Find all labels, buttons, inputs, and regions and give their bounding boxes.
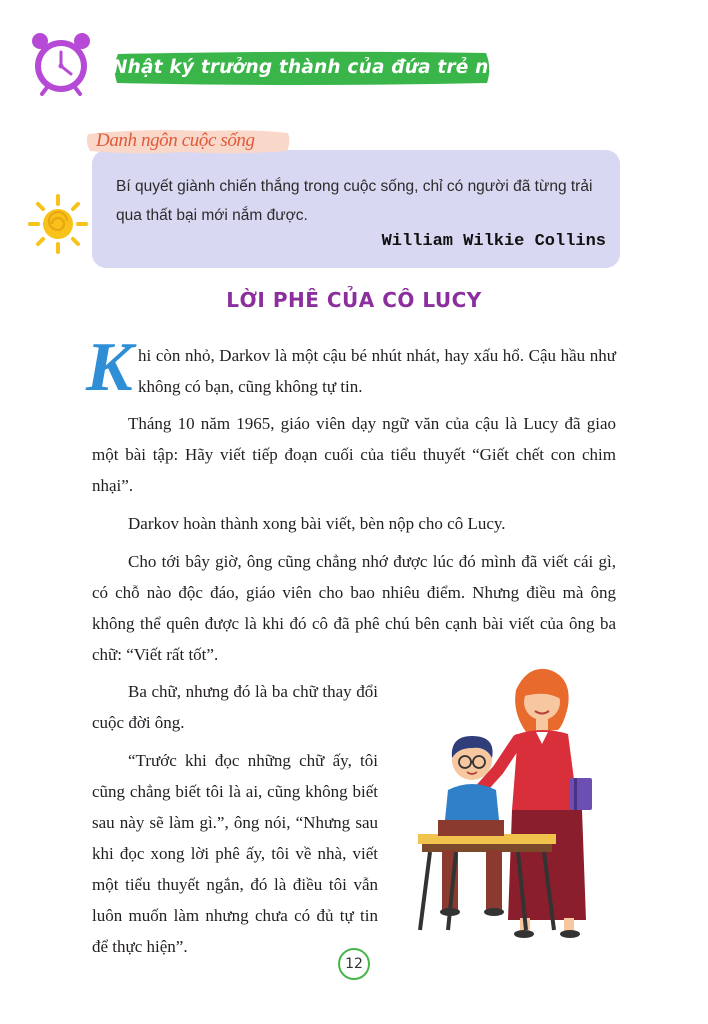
paragraph-1: hi còn nhỏ, Darkov là một cậu bé nhút nhát, hay xấu hổ. Cậu hầu như không có bạn, cũng không tự tin. [138,346,616,396]
quote-text: Bí quyết giành chiến thắng trong cuộc sống, chỉ có người đã từng trải qua thất bại mới nắm được. [116,178,593,224]
quote-author: William Wilkie Collins [381,232,606,251]
story-title: LỜI PHÊ CỦA CÔ LUCY [226,288,482,312]
paragraph-5: Ba chữ, nhưng đó là ba chữ thay đổi cuộc đời ông. [92,682,378,732]
page-number: 12 [345,956,363,972]
paragraph-6: “Trước khi đọc những chữ ấy, tôi cũng chẳng biết tôi là ai, cũng không biết sau này sẽ làm gì.”, ông nói, “Nhưng sau khi đọc xong lời phê ấy, tôi về nhà, viết một tiểu thuyết ngắn, đó là điều tôi vẫn luôn muốn làm nhưng chưa có đủ tự tin để thực hiện”. [92,751,378,956]
paragraph-3: Darkov hoàn thành xong bài viết, bèn nộp cho cô Lucy. [128,514,506,533]
drop-cap: K [86,329,133,406]
sun-icon [24,192,92,256]
header-title: Nhật ký trưởng thành của đứa trẻ ngoan [112,57,541,78]
paragraph-2: Tháng 10 năm 1965, giáo viên dạy ngữ văn của cậu là Lucy đã giao một bài tập: Hãy viết tiếp đoạn cuối của tiểu thuyết “Giết chết con chim nhại”. [92,414,616,495]
quote-tag: Danh ngôn cuộc sống [96,130,255,151]
paragraph-4: Cho tới bây giờ, ông cũng chẳng nhớ được lúc đó mình đã viết cái gì, có chỗ nào độc đáo, giáo viên cho bao nhiêu điểm. Nhưng điều mà ông không thể quên được là khi đó cô đã phê chú bên cạnh bài viết của ông ba chữ: “Viết rất tốt”. [92,552,616,664]
teacher-and-student-illustration [408,660,618,940]
alarm-clock-icon [28,28,98,98]
